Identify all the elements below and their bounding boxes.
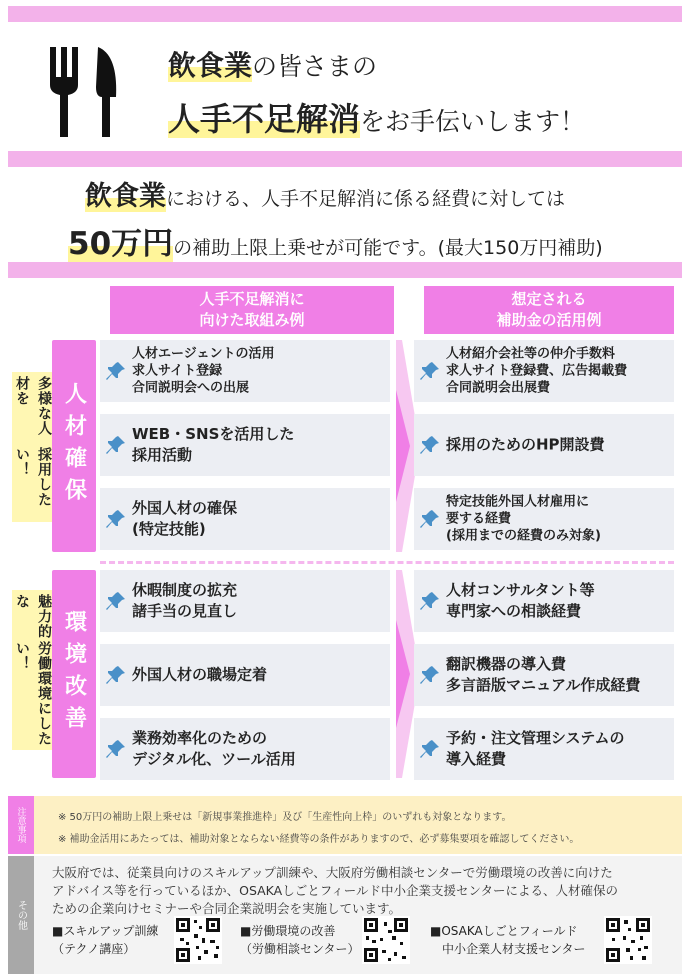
card-line: 多言語版マニュアル作成経費 — [446, 676, 641, 694]
contact-line: 中小企業人材支援センター — [430, 942, 586, 956]
card-line: 休暇制度の拡充 — [132, 581, 238, 599]
contact-line: ■OSAKAしごとフィールド — [430, 924, 578, 938]
card-line: 合同説明会への出展 — [132, 380, 250, 396]
card-line: 予約・注文管理システムの — [446, 729, 625, 747]
card-line: 採用活動 — [132, 446, 193, 464]
card-line: (特定技能) — [132, 520, 206, 538]
card-text — [446, 580, 668, 622]
side-label-environment — [12, 590, 54, 750]
category-label-environment: 環境改善 — [61, 610, 87, 738]
pushpin-icon — [420, 591, 440, 611]
contact-osaka-shigoto — [430, 922, 586, 958]
card-recruit-effort-3 — [100, 488, 390, 550]
card-line: 外国人材の確保 — [132, 499, 238, 517]
title-rest-2: をお手伝いします！ — [360, 107, 586, 136]
fork-knife-icon — [44, 46, 124, 138]
card-environment-subsidy-2 — [414, 644, 674, 706]
pushpin-icon — [420, 509, 440, 529]
card-line: 外国人材の職場定着 — [132, 665, 268, 684]
intro-rest-1: における、人手不足解消に係る経費に対しては — [166, 188, 566, 210]
intro-rest-2: の補助上限上乗せが可能です。(最大150万円補助) — [173, 237, 603, 259]
card-text — [132, 498, 384, 540]
side-label-recruit-col2: 採用したい！ — [14, 447, 52, 507]
card-text — [446, 728, 668, 770]
other-description — [52, 864, 670, 918]
pushpin-icon — [420, 739, 440, 759]
side-label-recruit — [12, 372, 54, 522]
card-line: WEB・SNSを活用した — [132, 425, 295, 443]
card-text — [446, 494, 668, 545]
card-line: 人材紹介会社等の仲介手数料 — [446, 346, 616, 362]
column-header-efforts-line1: 人手不足解消に — [199, 290, 305, 308]
notes-tag: 注意事項 — [8, 796, 34, 854]
card-environment-subsidy-3 — [414, 718, 674, 780]
qr-code-labor[interactable] — [362, 916, 410, 964]
card-line: (採用までの経費のみ対象) — [446, 528, 601, 544]
contact-line: （労働相談センター） — [240, 942, 360, 956]
other-text-line: ための企業向けセミナーや合同企業説明会を実施しています。 — [52, 901, 402, 916]
contact-skillup — [52, 922, 158, 958]
pushpin-icon — [106, 739, 126, 759]
column-header-subsidy-line1: 想定される — [511, 290, 587, 308]
intro-divider — [8, 262, 682, 278]
card-recruit-subsidy-3 — [414, 488, 674, 550]
card-line: 専門家への相談経費 — [446, 602, 582, 620]
side-label-recruit-col1: 多様な人材を — [14, 376, 52, 436]
card-line: デジタル化、ツール活用 — [132, 750, 296, 768]
intro-highlight-industry: 飲食業 — [85, 181, 166, 212]
card-line: 要する経費 — [446, 511, 512, 527]
notes-section — [8, 796, 682, 854]
card-line: 特定技能外国人材雇用に — [446, 494, 590, 510]
title-highlight-shortage: 人手不足解消 — [168, 100, 361, 138]
top-border — [8, 6, 682, 22]
card-line: 求人サイト登録費、広告掲載費 — [446, 363, 628, 379]
card-line: 翻訳機器の導入費 — [446, 655, 567, 673]
column-header-subsidy-line2: 補助金の活用例 — [496, 311, 602, 329]
contact-labor — [240, 922, 360, 958]
contact-line: （テクノ講座） — [52, 942, 136, 956]
card-text — [446, 435, 668, 456]
column-header-efforts — [110, 286, 394, 334]
card-environment-effort-2 — [100, 644, 390, 706]
card-recruit-subsidy-2 — [414, 414, 674, 476]
card-line: 採用のためのHP開設費 — [446, 435, 605, 454]
card-environment-subsidy-1 — [414, 570, 674, 632]
page-title-line2 — [168, 94, 585, 140]
card-text — [132, 424, 384, 466]
pushpin-icon — [420, 435, 440, 455]
qr-code-icon — [604, 916, 652, 964]
note-item-2: ※ 補助金活用にあたっては、補助対象とならない経費等の条件がありますので、必ず募集要項を確認してください。 — [58, 834, 580, 845]
card-text — [132, 346, 384, 397]
section-divider-dashed — [100, 561, 674, 564]
pushpin-icon — [106, 361, 126, 381]
card-line: 諸手当の見直し — [132, 602, 238, 620]
qr-code-icon — [174, 916, 222, 964]
card-recruit-subsidy-1 — [414, 340, 674, 402]
other-text-line: アドバイス等を行っているほか、OSAKAしごとフィールド中小企業支援センターによる、人材確保の — [52, 883, 618, 898]
contact-line: ■労働環境の改善 — [240, 924, 336, 938]
card-text — [446, 346, 668, 397]
pushpin-icon — [106, 665, 126, 685]
card-line: 合同説明会出展費 — [446, 380, 551, 396]
pushpin-icon — [420, 361, 440, 381]
side-label-environment-col1: 魅力的な — [14, 594, 52, 639]
qr-code-osaka-shigoto[interactable] — [604, 916, 652, 964]
card-text — [132, 580, 384, 622]
card-text — [132, 728, 384, 770]
card-line: 人材コンサルタント等 — [446, 581, 595, 599]
intro-highlight-amount: 50万円 — [68, 226, 174, 262]
intro-line2 — [68, 218, 603, 263]
pushpin-icon — [106, 591, 126, 611]
card-line: 人材エージェントの活用 — [132, 346, 275, 362]
column-header-subsidy — [424, 286, 674, 334]
card-text — [446, 654, 668, 696]
category-label-recruit: 人材確保 — [61, 382, 87, 510]
card-environment-effort-3 — [100, 718, 390, 780]
pushpin-icon — [106, 435, 126, 455]
card-text — [132, 665, 384, 686]
card-recruit-effort-2 — [100, 414, 390, 476]
other-tag: その他 — [8, 856, 34, 974]
page-title-line1 — [168, 44, 377, 84]
column-header-efforts-line2: 向けた取組み例 — [199, 311, 305, 329]
intro-line1 — [85, 174, 565, 213]
note-item-1: ※ 50万円の補助上限上乗せは「新規事業推進枠」及び「生産性向上枠」のいずれも対象となります。 — [58, 812, 512, 823]
qr-code-icon — [362, 916, 410, 964]
card-line: 求人サイト登録 — [132, 363, 223, 379]
qr-code-skillup[interactable] — [174, 916, 222, 964]
header-divider — [8, 151, 682, 167]
pushpin-icon — [106, 509, 126, 529]
title-highlight-industry: 飲食業 — [168, 49, 253, 82]
card-line: 導入経費 — [446, 750, 507, 768]
title-rest-1: の皆さまの — [252, 52, 378, 81]
card-environment-effort-1 — [100, 570, 390, 632]
pushpin-icon — [420, 665, 440, 685]
contact-line: ■スキルアップ訓練 — [52, 924, 159, 938]
card-recruit-effort-1 — [100, 340, 390, 402]
side-label-environment-col2: 労働環境にしたい！ — [14, 640, 52, 746]
other-text-line: 大阪府では、従業員向けのスキルアップ訓練や、大阪府労働相談センターで労働環境の改善に向けた — [52, 865, 613, 880]
card-line: 業務効率化のための — [132, 729, 268, 747]
